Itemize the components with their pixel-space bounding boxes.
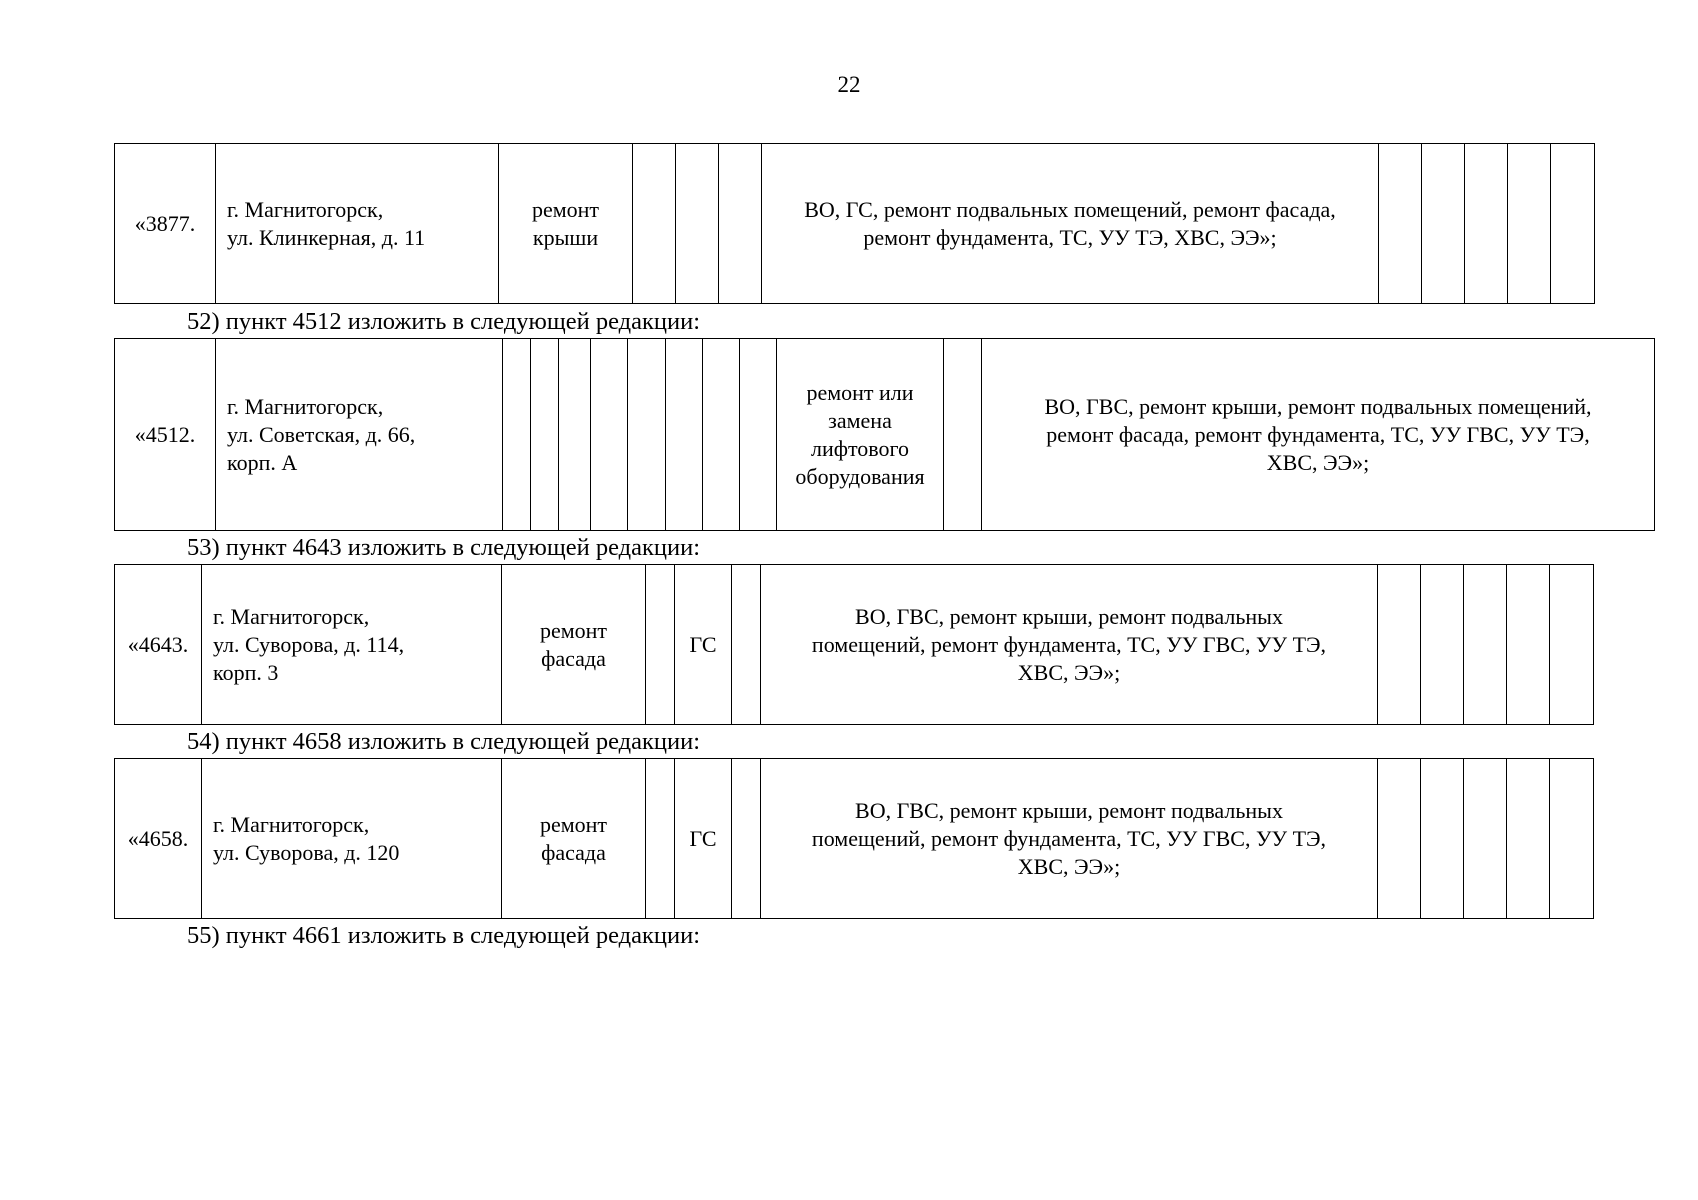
empty-cell	[628, 339, 666, 531]
empty-cell	[740, 339, 777, 531]
empty-cell	[633, 144, 676, 304]
empty-cell	[646, 759, 675, 919]
empty-cell	[1421, 565, 1464, 725]
instruction-text: 53) пункт 4643 изложить в следующей редакции:	[187, 534, 701, 561]
address-cell: г. Магнитогорск, ул. Суворова, д. 120	[202, 759, 502, 919]
table-row-4512	[114, 338, 1655, 531]
empty-cell	[1378, 759, 1421, 919]
empty-cell	[531, 339, 559, 531]
empty-cell	[1550, 759, 1594, 919]
other-works-cell: ВО, ГС, ремонт подвальных помещений, ремонт фасада, ремонт фундамента, ТС, УУ ТЭ, ХВС, ЭЭ»;	[762, 144, 1379, 304]
instruction-text: 52) пункт 4512 изложить в следующей редакции:	[187, 308, 701, 335]
address-cell: г. Магнитогорск, ул. Клинкерная, д. 11	[216, 144, 499, 304]
address-cell: г. Магнитогорск, ул. Советская, д. 66, корп. А	[216, 339, 503, 531]
work-type-cell: ремонт крыши	[499, 144, 633, 304]
empty-cell	[1378, 565, 1421, 725]
empty-cell	[1422, 144, 1465, 304]
empty-cell	[1464, 759, 1507, 919]
empty-cell	[666, 339, 703, 531]
empty-cell	[676, 144, 719, 304]
other-works-cell: ВО, ГВС, ремонт крыши, ремонт подвальных помещений, ремонт фундамента, ТС, УУ ГВС, УУ ТЭ, ХВС, ЭЭ»;	[761, 759, 1378, 919]
empty-cell	[591, 339, 628, 531]
work-type-cell: ГС	[675, 565, 732, 725]
work-type-cell: ремонт фасада	[502, 759, 646, 919]
empty-cell	[646, 565, 675, 725]
empty-cell	[732, 759, 761, 919]
item-number: «4643.	[115, 565, 202, 725]
work-type-cell: ГС	[675, 759, 732, 919]
work-type-cell: ремонт фасада	[502, 565, 646, 725]
empty-cell	[503, 339, 531, 531]
item-number: «3877.	[115, 144, 216, 304]
instruction-text: 55) пункт 4661 изложить в следующей редакции:	[187, 922, 701, 949]
empty-cell	[559, 339, 591, 531]
work-type-cell: ремонт или замена лифтового оборудования	[777, 339, 944, 531]
instruction-text: 54) пункт 4658 изложить в следующей редакции:	[187, 728, 701, 755]
empty-cell	[944, 339, 982, 531]
page-number: 22	[837, 72, 861, 97]
empty-cell	[1421, 759, 1464, 919]
other-works-cell: ВО, ГВС, ремонт крыши, ремонт подвальных помещений, ремонт фундамента, ТС, УУ ГВС, УУ ТЭ, ХВС, ЭЭ»;	[761, 565, 1378, 725]
empty-cell	[1379, 144, 1422, 304]
other-works-cell: ВО, ГВС, ремонт крыши, ремонт подвальных помещений, ремонт фасада, ремонт фундамента, ТС, УУ ГВС, УУ ТЭ, ХВС, ЭЭ»;	[982, 339, 1655, 531]
empty-cell	[732, 565, 761, 725]
empty-cell	[1551, 144, 1595, 304]
table-row-3877	[114, 143, 1595, 304]
empty-cell	[1550, 565, 1594, 725]
empty-cell	[1508, 144, 1551, 304]
address-cell: г. Магнитогорск, ул. Суворова, д. 114, корп. 3	[202, 565, 502, 725]
table-row-4643	[114, 564, 1594, 725]
empty-cell	[1507, 759, 1550, 919]
item-number: «4658.	[115, 759, 202, 919]
empty-cell	[1464, 565, 1507, 725]
empty-cell	[1465, 144, 1508, 304]
empty-cell	[703, 339, 740, 531]
table-row-4658	[114, 758, 1594, 919]
empty-cell	[719, 144, 762, 304]
item-number: «4512.	[115, 339, 216, 531]
empty-cell	[1507, 565, 1550, 725]
